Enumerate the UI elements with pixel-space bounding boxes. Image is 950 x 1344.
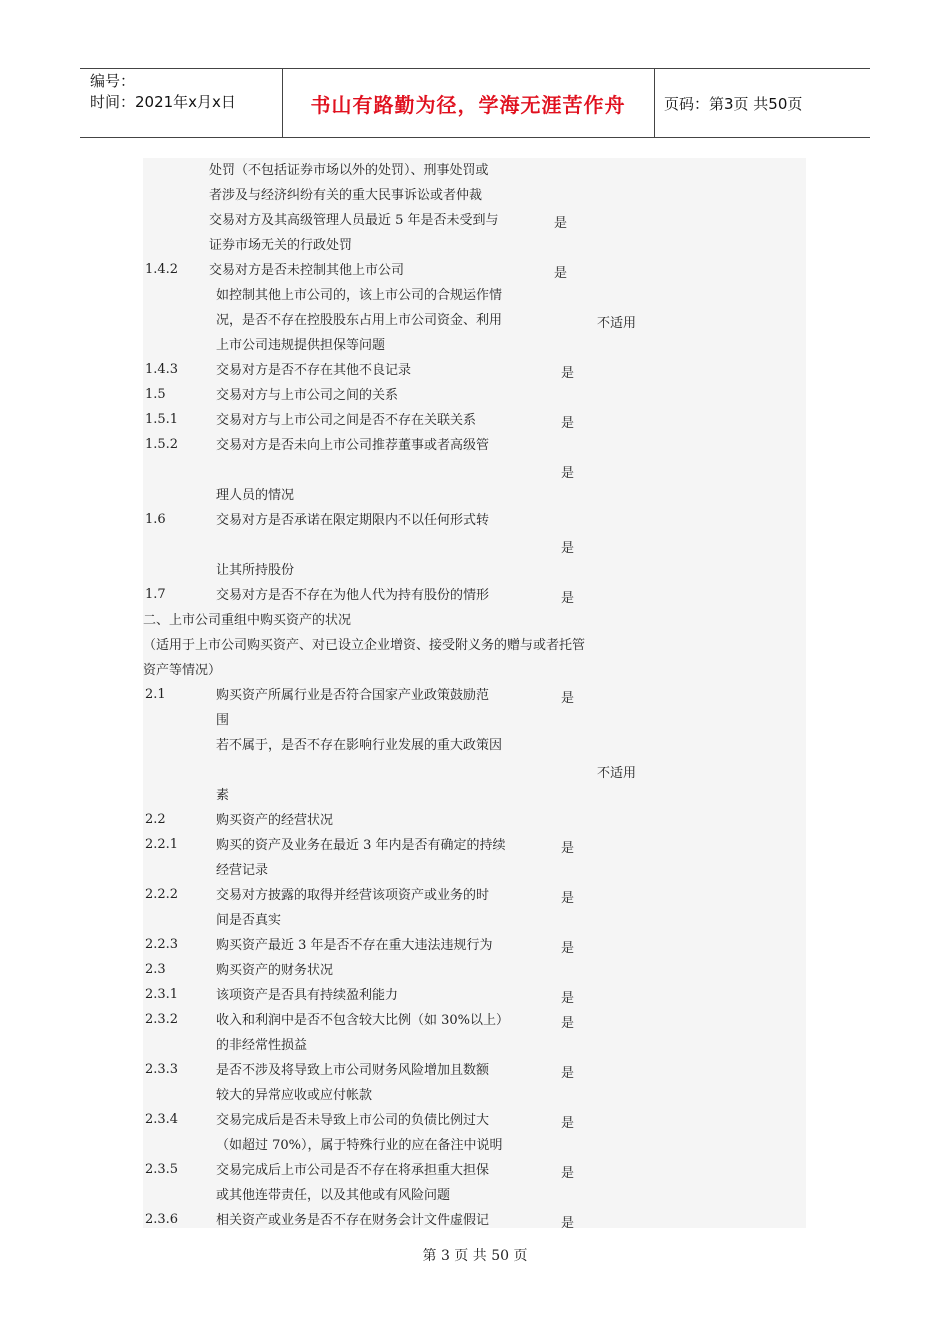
- item-text: 让其所持股份: [216, 563, 295, 578]
- item-text: 的非经常性损益: [216, 1038, 308, 1053]
- item-number: 2.3.1: [145, 987, 179, 1002]
- item-text: 相关资产或业务是否不存在财务会计文件虚假记: [216, 1213, 490, 1228]
- item-number: 1.7: [145, 587, 166, 602]
- item-answer: 不适用: [597, 766, 637, 781]
- header-motto: 书山有路勤为径，学海无涯苦作舟: [310, 92, 626, 117]
- item-text: 交易对方披露的取得并经营该项资产或业务的时: [216, 888, 490, 903]
- header-divider: [654, 69, 655, 137]
- item-answer: 是: [561, 1166, 575, 1181]
- item-text: 交易对方与上市公司之间的关系: [216, 388, 399, 403]
- item-number: 2.3.6: [145, 1212, 179, 1227]
- item-text: 交易对方是否不存在为他人代为持有股份的情形: [216, 588, 490, 603]
- item-text: 是否不涉及将导致上市公司财务风险增加且数额: [216, 1063, 490, 1078]
- item-text: 购买的资产及业务在最近 3 年内是否有确定的持续: [216, 838, 506, 853]
- item-text: 素: [216, 788, 230, 803]
- item-number: 1.5.2: [145, 437, 179, 452]
- item-text: 交易对方是否承诺在限定期限内不以任何形式转: [216, 513, 490, 528]
- item-answer: 是: [561, 541, 575, 556]
- item-number: 2.2: [145, 812, 166, 827]
- item-number: 2.1: [145, 687, 166, 702]
- item-answer: 是: [561, 941, 575, 956]
- item-answer: 是: [561, 991, 575, 1006]
- item-number: 1.6: [145, 512, 166, 527]
- item-text: 交易完成后是否未导致上市公司的负债比例过大: [216, 1113, 490, 1128]
- page-footer: 第 3 页 共 50 页: [422, 1248, 528, 1264]
- item-text: 况，是否不存在控股股东占用上市公司资金、利用: [216, 313, 503, 328]
- item-text: 收入和利润中是否不包含较大比例（如 30%以上）: [216, 1013, 510, 1028]
- item-text: 该项资产是否具有持续盈利能力: [216, 988, 399, 1003]
- item-answer: 是: [561, 416, 575, 431]
- item-text: 者涉及与经济纠纷有关的重大民事诉讼或者仲裁: [209, 188, 483, 203]
- item-number: 2.3.3: [145, 1062, 179, 1077]
- item-text: 交易对方及其高级管理人员最近 5 年是否未受到与: [209, 213, 499, 228]
- item-number: 2.2.1: [145, 837, 179, 852]
- item-answer: 是: [561, 466, 575, 481]
- item-text: 理人员的情况: [216, 488, 295, 503]
- item-answer: 是: [561, 841, 575, 856]
- section-heading: 资产等情况）: [143, 663, 222, 678]
- item-text: 交易对方与上市公司之间是否不存在关联关系: [216, 413, 477, 428]
- header-page-label: 页码：第3页 共50页: [664, 95, 803, 113]
- item-text: 间是否真实: [216, 913, 282, 928]
- item-answer: 是: [561, 591, 575, 606]
- item-answer: 是: [561, 1016, 575, 1031]
- item-text: 若不属于，是否不存在影响行业发展的重大政策因: [216, 738, 503, 753]
- item-answer: 是: [561, 891, 575, 906]
- item-answer: 不适用: [597, 316, 637, 331]
- item-number: 2.3: [145, 962, 166, 977]
- item-answer: 是: [554, 216, 568, 231]
- item-answer: 是: [561, 1216, 575, 1231]
- item-answer: 是: [554, 266, 568, 281]
- item-number: 2.2.2: [145, 887, 179, 902]
- date-label: 时间：2021年x月x日: [90, 93, 236, 111]
- item-text: 证券市场无关的行政处罚: [209, 238, 353, 253]
- item-number: 1.5.1: [145, 412, 179, 427]
- item-text: 交易对方是否未控制其他上市公司: [209, 263, 405, 278]
- header-meta: [90, 71, 236, 113]
- item-number: 1.4.3: [145, 362, 179, 377]
- item-number: 2.3.2: [145, 1012, 179, 1027]
- section-heading: （适用于上市公司购买资产、对已设立企业增资、接受附义务的赠与或者托管: [143, 638, 586, 653]
- item-text: 经营记录: [216, 863, 269, 878]
- item-number: 2.2.3: [145, 937, 179, 952]
- item-text: 购买资产的财务状况: [216, 963, 334, 978]
- item-answer: 是: [561, 1066, 575, 1081]
- item-answer: 是: [561, 691, 575, 706]
- item-text: 上市公司违规提供担保等问题: [216, 338, 386, 353]
- item-text: 购买资产所属行业是否符合国家产业政策鼓励范: [216, 688, 490, 703]
- item-number: 2.3.4: [145, 1112, 179, 1127]
- item-text: （如超过 70%），属于特殊行业的应在备注中说明: [216, 1138, 503, 1153]
- item-text: 购买资产最近 3 年是否不存在重大违法违规行为: [216, 938, 493, 953]
- item-text: 购买资产的经营状况: [216, 813, 334, 828]
- item-text: 或其他连带责任，以及其他或有风险问题: [216, 1188, 451, 1203]
- item-text: 围: [216, 713, 230, 728]
- item-text: 交易对方是否未向上市公司推荐董事或者高级管: [216, 438, 490, 453]
- item-text: 交易对方是否不存在其他不良记录: [216, 363, 412, 378]
- item-answer: 是: [561, 366, 575, 381]
- item-text: 较大的异常应收或应付帐款: [216, 1088, 373, 1103]
- code-label: 编号：: [90, 72, 136, 90]
- item-text: 如控制其他上市公司的，该上市公司的合规运作情: [216, 288, 503, 303]
- item-answer: 是: [561, 1116, 575, 1131]
- item-number: 1.5: [145, 387, 166, 402]
- item-text: 处罚（不包括证券市场以外的处罚）、刑事处罚或: [209, 163, 489, 178]
- section-heading: 二、上市公司重组中购买资产的状况: [143, 613, 352, 628]
- item-number: 2.3.5: [145, 1162, 179, 1177]
- item-number: 1.4.2: [145, 262, 179, 277]
- page-header: [80, 68, 870, 138]
- item-text: 交易完成后上市公司是否不存在将承担重大担保: [216, 1163, 490, 1178]
